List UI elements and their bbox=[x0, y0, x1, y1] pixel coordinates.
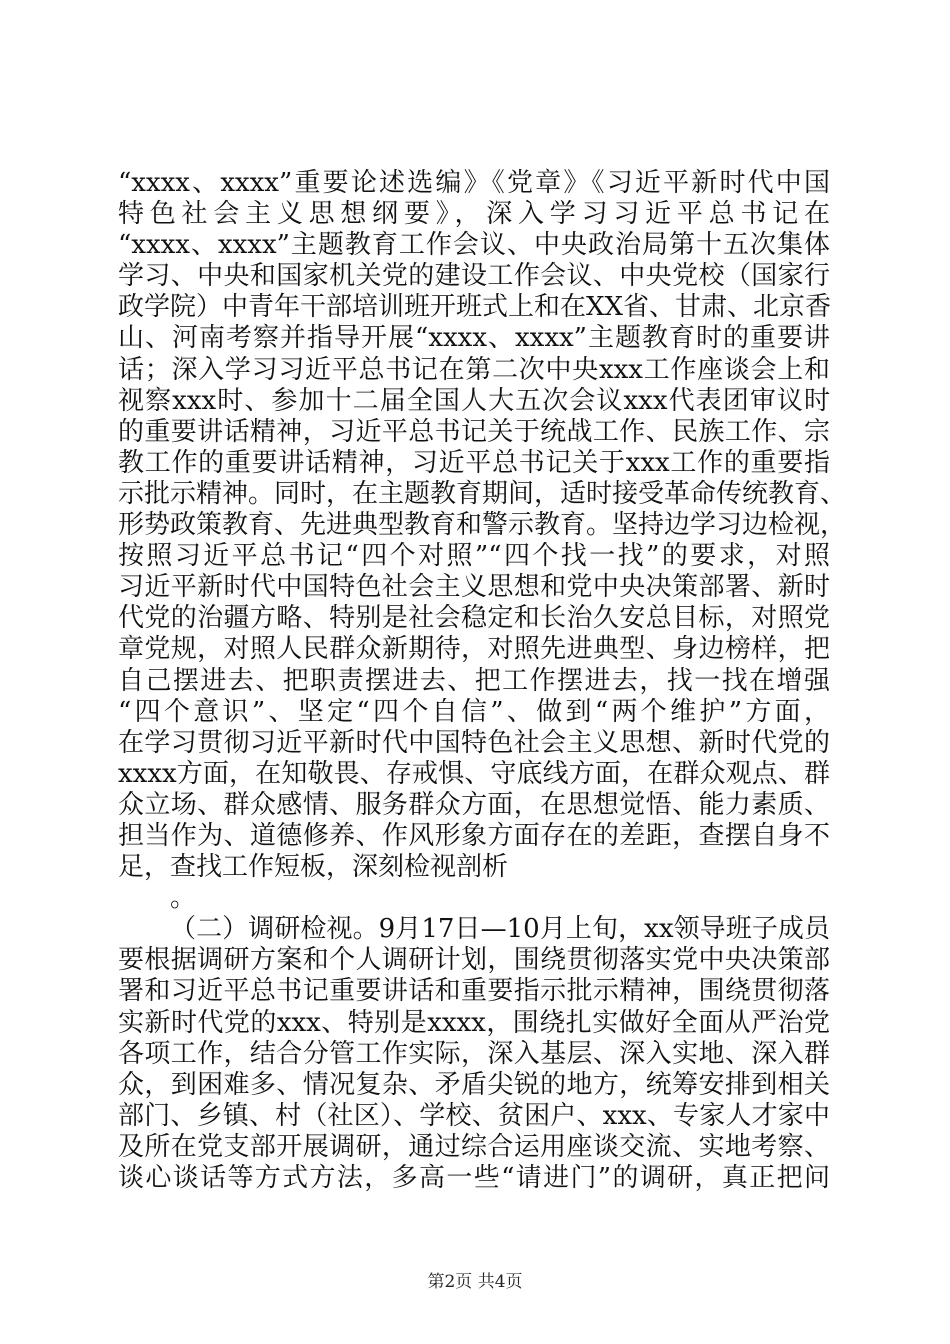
text-line: 山、河南考察并指导开展“xxxx、xxxx”主题教育时的重要讲 bbox=[118, 323, 830, 354]
text-line: 的重要讲话精神，习近平总书记关于统战工作、民族工作、宗 bbox=[118, 416, 830, 447]
text-line: 在学习贯彻习近平新时代中国特色社会主义思想、新时代党的 bbox=[118, 727, 830, 758]
text-line: 视察xxx时、参加十二届全国人大五次会议xxx代表团审议时 bbox=[118, 385, 830, 416]
text-line: 按照习近平总书记“四个对照”“四个找一找”的要求，对照 bbox=[118, 541, 830, 572]
text-line: 部门、乡镇、村（社区）、学校、贫困户、xxx、专家人才家中 bbox=[118, 1100, 830, 1131]
text-line: （二）调研检视。9月17日—10月上旬，xx领导班子成员 bbox=[170, 914, 830, 945]
text-line: 众，到困难多、情况复杂、矛盾尖锐的地方，统筹安排到相关 bbox=[118, 1069, 830, 1100]
text-line: 教工作的重要讲话精神，习近平总书记关于xxx工作的重要指 bbox=[118, 447, 830, 478]
text-line: 众立场、群众感情、服务群众方面，在思想觉悟、能力素质、 bbox=[118, 789, 830, 820]
text-line: “xxxx、xxxx”主题教育工作会议、中央政治局第十五次集体 bbox=[118, 230, 830, 261]
text-line: 学习、中央和国家机关党的建设工作会议、中央党校（国家行 bbox=[118, 261, 830, 292]
text-line: 及所在党支部开展调研，通过综合运用座谈交流、实地考察、 bbox=[118, 1131, 830, 1162]
text-line: xxxx方面，在知敬畏、存戒惧、守底线方面，在群众观点、群 bbox=[118, 758, 830, 789]
text-line: 署和习近平总书记重要讲话和重要指示批示精神，围绕贯彻落 bbox=[118, 976, 830, 1007]
text-line: 要根据调研方案和个人调研计划，围绕贯彻落实党中央决策部 bbox=[118, 945, 830, 976]
page-footer: 第2页 共4页 bbox=[427, 1272, 523, 1292]
text-line: 特色社会主义思想纲要》，深入学习习近平总书记在 bbox=[118, 199, 830, 230]
text-line: 各项工作，结合分管工作实际，深入基层、深入实地、深入群 bbox=[118, 1038, 830, 1069]
text-line: 示批示精神。同时，在主题教育期间，适时接受革命传统教育、 bbox=[118, 478, 847, 509]
text-line: 实新时代党的xxx、特别是xxxx，围绕扎实做好全面从严治党 bbox=[118, 1007, 830, 1038]
text-line: 自己摆进去、把职责摆进去、把工作摆进去，找一找在增强 bbox=[118, 665, 830, 696]
text-line: 政学院）中青年干部培训班开班式上和在XX省、甘肃、北京香 bbox=[118, 292, 832, 323]
text-line: 形势政策教育、先进典型教育和警示教育。坚持边学习边检视， bbox=[118, 510, 847, 541]
body-text bbox=[118, 168, 847, 1194]
text-line: 担当作为、道德修养、作风形象方面存在的差距，查摆自身不 bbox=[118, 820, 830, 851]
text-line: 章党规，对照人民群众新期待，对照先进典型、身边榜样，把 bbox=[118, 634, 830, 665]
text-line: 话；深入学习习近平总书记在第二次中央xxx工作座谈会上和 bbox=[118, 354, 830, 385]
text-line: 习近平新时代中国特色社会主义思想和党中央决策部署、新时 bbox=[118, 572, 830, 603]
text-line: “四个意识”、坚定“四个自信”、做到“两个维护”方面， bbox=[118, 696, 830, 727]
text-line: 代党的治疆方略、特别是社会稳定和长治久安总目标，对照党 bbox=[118, 603, 830, 634]
text-line: 。 bbox=[118, 883, 197, 914]
text-line: 足，查找工作短板，深刻检视剖析 bbox=[118, 852, 509, 883]
text-line: 谈心谈话等方式方法，多高一些“请进门”的调研，真正把问 bbox=[118, 1163, 830, 1193]
text-line: “xxxx、xxxx”重要论述选编》《党章》《习近平新时代中国 bbox=[118, 168, 830, 198]
